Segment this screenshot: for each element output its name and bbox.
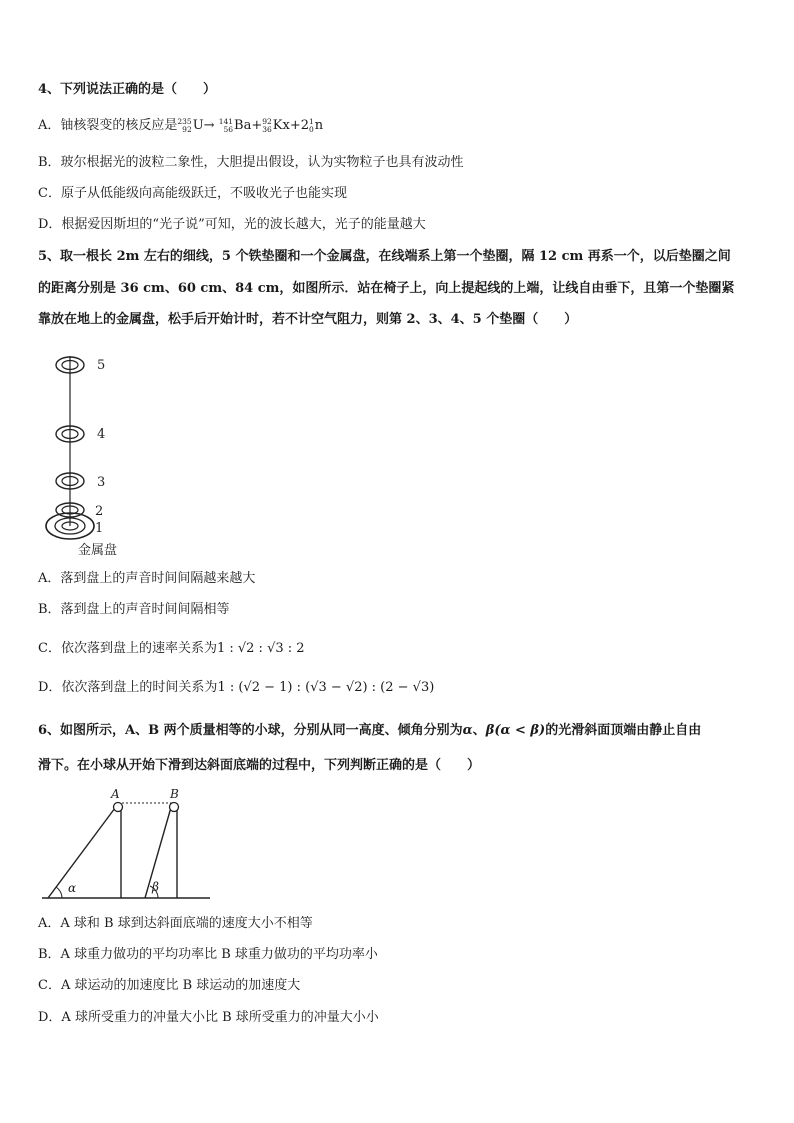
q6-option-b: B．A 球重力做功的平均功率比 B 球重力做功的平均功率小 — [38, 947, 378, 962]
alpha-symbol: α — [462, 723, 473, 738]
plate-label: 金属盘 — [78, 543, 118, 558]
u-symbol: U→ — [192, 118, 215, 133]
q5-option-c-text: C．依次落到盘上的速率关系为 — [38, 641, 217, 656]
q5-option-d-text: D．依次落到盘上的时间关系为 — [38, 680, 218, 695]
q4-option-d: D．根据爱因斯坦的“光子说”可知，光的波长越大，光子的能量越大 — [38, 217, 426, 232]
q5-stem-line3: 靠放在地上的金属盘，松手后开始计时，若不计空气阻力，则第 2、3、4、5 个垫圈（ ） — [38, 312, 578, 327]
q4-stem: 4、下列说法正确的是（ ） — [38, 82, 217, 97]
washer-label-3: 3 — [97, 475, 106, 490]
n-z: 0 — [309, 124, 314, 134]
n-symbol: n — [314, 118, 324, 133]
washer-label-4: 4 — [97, 427, 106, 442]
q6-stem-prefix: 6、如图所示，A、B 两个质量相等的小球，分别从同一高度、倾角分别为 — [38, 723, 463, 738]
q5-option-d-math: 1 : (√2 − 1) : (√3 − √2) : (2 − √3) — [217, 680, 435, 695]
q6-option-a: A．A 球和 B 球到达斜面底端的速度大小不相等 — [38, 916, 313, 931]
label-b: B — [170, 787, 179, 801]
q4-option-a-text: A．铀核裂变的核反应是 — [38, 118, 178, 133]
q4-option-c: C．原子从低能级向高能级跃迁，不吸收光子也能实现 — [38, 186, 347, 201]
q6-stem-line2: 滑下。在小球从开始下滑到达斜面底端的过程中，下列判断正确的是（ ） — [38, 758, 481, 773]
ba-mass: 141 — [218, 116, 234, 126]
q4-option-a — [38, 117, 323, 135]
q6-separator: 、 — [472, 723, 486, 738]
ba-z: 56 — [223, 124, 234, 134]
q5-option-d — [38, 679, 434, 697]
ball-b — [170, 803, 179, 812]
u-z: 92 — [182, 124, 192, 134]
n-mass: 1 — [309, 116, 314, 126]
q6-stem-suffix: 的光滑斜面顶端由静止自由 — [545, 723, 702, 738]
angle-beta-label: β — [152, 880, 159, 894]
ba-symbol: Ba+ — [234, 118, 263, 133]
washer-string-figure — [38, 344, 158, 560]
q4-option-b: B．玻尔根据光的波粒二象性，大胆提出假设，认为实物粒子也具有波动性 — [38, 155, 464, 170]
q5-option-c — [38, 640, 305, 658]
washer-label-1: 1 — [95, 521, 104, 536]
incline-a-slope — [48, 804, 118, 898]
n-nuclide-indices — [309, 118, 314, 134]
beta-expression: β(α < β) — [485, 723, 546, 738]
q5-option-b: B．落到盘上的声音时间间隔相等 — [38, 602, 230, 617]
ball-a — [114, 803, 123, 812]
kr-z: 36 — [262, 124, 272, 134]
inclines-figure — [38, 782, 218, 902]
angle-alpha-arc — [56, 887, 62, 898]
q6-option-d: D．A 球所受重力的冲量大小比 B 球所受重力的冲量大小小 — [38, 1010, 379, 1025]
q5-option-a: A．落到盘上的声音时间间隔越来越大 — [38, 571, 256, 586]
q6-stem-line1 — [38, 722, 701, 740]
q5-option-c-math: 1 : √2 : √3 : 2 — [216, 641, 305, 656]
washer-label-2: 2 — [95, 504, 104, 519]
kr-mass: 92 — [262, 116, 272, 126]
ba-nuclide-indices — [219, 118, 233, 134]
label-a: A — [111, 787, 120, 801]
q5-stem-line2: 的距离分别是 36 cm、60 cm、84 cm，如图所示．站在椅子上，向上提起线的上端，让线自由垂下，且第一个垫圈紧 — [38, 281, 735, 296]
kr-nuclide-indices — [262, 118, 272, 134]
u-mass: 235 — [177, 116, 192, 126]
q6-option-c: C．A 球运动的加速度比 B 球运动的加速度大 — [38, 978, 301, 993]
kr-symbol: Kx+2 — [272, 118, 310, 133]
u-nuclide-indices — [177, 118, 191, 134]
washer-label-5: 5 — [97, 358, 106, 373]
angle-alpha-label: α — [68, 881, 77, 895]
q5-stem-line1: 5、取一根长 2m 左右的细线，5 个铁垫圈和一个金属盘，在线端系上第一个垫圈，隔 12 cm 再系一个，以后垫圈之间 — [38, 249, 731, 264]
